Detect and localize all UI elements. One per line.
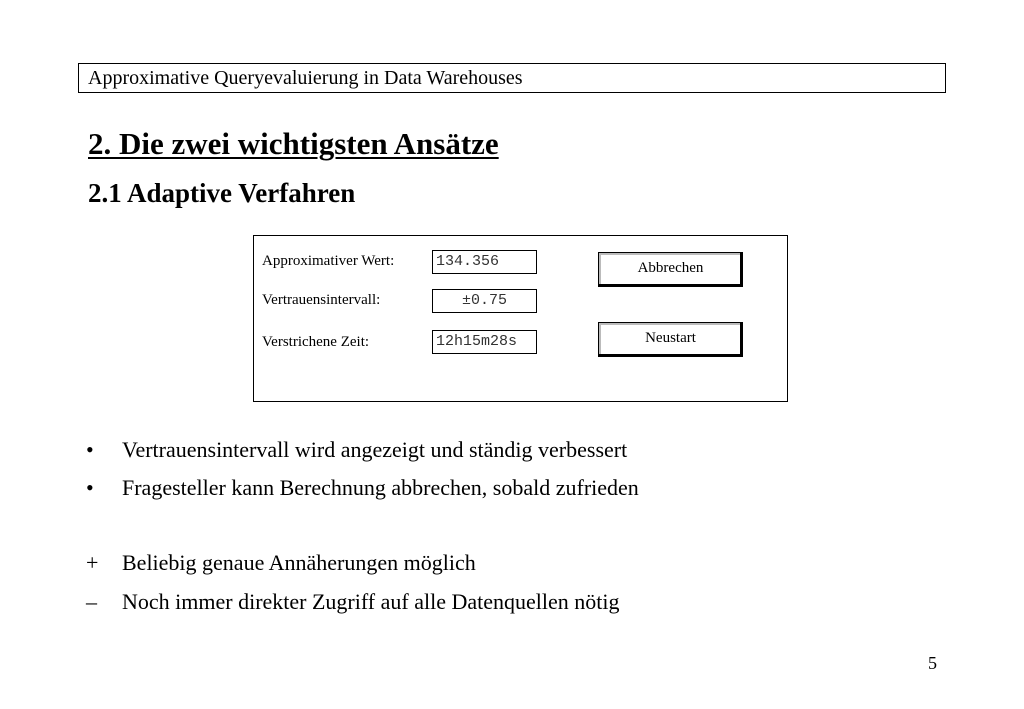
bullet-marker: + xyxy=(86,550,99,575)
approximation-dialog xyxy=(253,235,788,402)
bullet-text: Fragesteller kann Berechnung abbrechen, sobald zufrieden xyxy=(122,475,639,500)
elapsed-time-label: Verstrichene Zeit: xyxy=(262,334,370,350)
bullet-text: Noch immer direkter Zugriff auf alle Datenquellen nötig xyxy=(122,589,620,614)
slide-header xyxy=(78,63,946,93)
page-number: 5 xyxy=(928,653,937,673)
confidence-interval-label: Vertrauensintervall: xyxy=(262,292,381,308)
restart-button[interactable]: Neustart xyxy=(598,322,743,357)
bullet-marker: • xyxy=(86,437,94,462)
bullet-marker: • xyxy=(86,475,94,500)
elapsed-time-field: 12h15m28s xyxy=(432,330,537,354)
approx-value-field: 134.356 xyxy=(432,250,537,274)
bullet-marker: – xyxy=(86,589,97,614)
bullet-text: Beliebig genaue Annäherungen möglich xyxy=(122,550,476,575)
slide-subtitle: 2.1 Adaptive Verfahren xyxy=(88,178,356,208)
confidence-interval-field: ±0.75 xyxy=(432,289,537,313)
cancel-button[interactable]: Abbrechen xyxy=(598,252,743,287)
bullet-text: Vertrauensintervall wird angezeigt und ständig verbessert xyxy=(122,437,628,462)
approx-value-label: Approximativer Wert: xyxy=(262,253,395,269)
slide-header-title: Approximative Queryevaluierung in Data Warehouses xyxy=(88,67,523,89)
slide-title: 2. Die zwei wichtigsten Ansätze xyxy=(88,126,499,161)
